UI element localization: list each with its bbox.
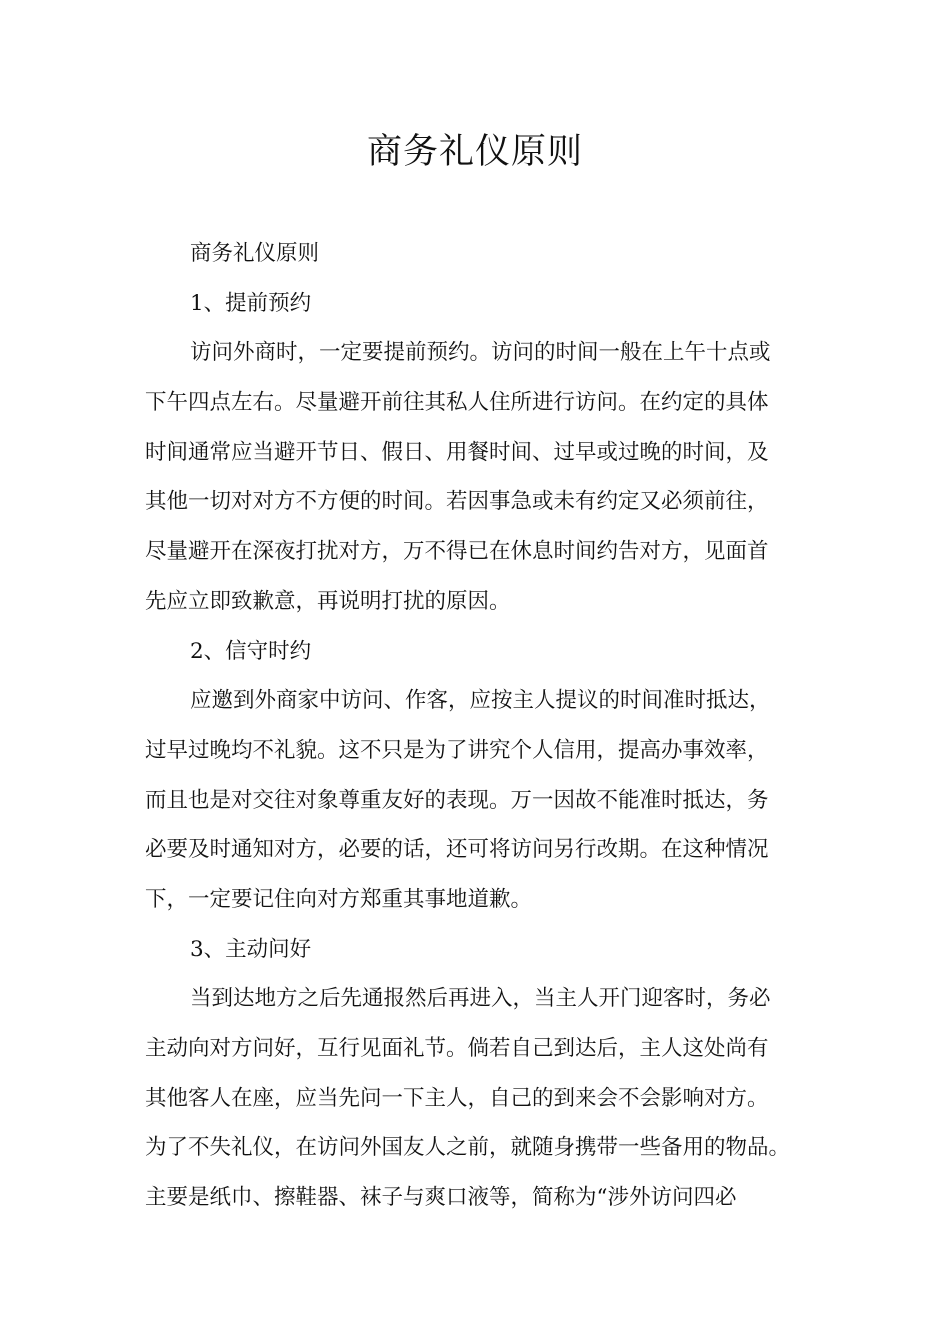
document-body — [145, 229, 815, 1223]
text-line: 应邀到外商家中访问、作客，应按主人提议的时间准时抵达， — [190, 688, 771, 714]
text-line: 先应立即致歉意，再说明打扰的原因。 — [145, 588, 511, 614]
text-line: 其他客人在座，应当先问一下主人，自己的到来会不会影响对方。 — [145, 1085, 769, 1111]
text-line: 3、主动问好 — [190, 936, 312, 962]
text-line: 时间通常应当避开节日、假日、用餐时间、过早或过晚的时间，及 — [145, 439, 769, 465]
text-line: 2、信守时约 — [190, 638, 312, 664]
text-line: 尽量避开在深夜打扰对方，万不得已在休息时间约告对方，见面首 — [145, 539, 769, 565]
text-line: 必要及时通知对方，必要的话，还可将访问另行改期。在这种情况 — [145, 837, 769, 863]
document-title: 商务礼仪原则 — [366, 132, 583, 172]
text-line: 其他一切对对方不方便的时间。若因事急或未有约定又必须前往， — [145, 489, 769, 515]
text-line: 下午四点左右。尽量避开前往其私人住所进行访问。在约定的具体 — [145, 390, 769, 416]
text-line: 主动向对方问好，互行见面礼节。倘若自己到达后，主人这处尚有 — [145, 1036, 769, 1061]
text-line: 1、提前预约 — [190, 290, 312, 316]
text-line: 主要是纸巾、擦鞋器、袜子与爽口液等，简称为“涉外访问四必 — [145, 1185, 737, 1211]
text-line: 当到达地方之后先通报然后再进入，当主人开门迎客时，务必 — [190, 986, 771, 1012]
text-line: 商务礼仪原则 — [190, 241, 320, 266]
text-line: 访问外商时，一定要提前预约。访问的时间一般在上午十点或 — [190, 340, 771, 366]
text-line: 过早过晚均不礼貌。这不只是为了讲究个人信用，提高办事效率， — [145, 737, 769, 763]
text-line: 而且也是对交往对象尊重友好的表现。万一因故不能准时抵达，务 — [145, 787, 769, 813]
text-line: 为了不失礼仪，在访问外国友人之前，就随身携带一些备用的物品。 — [145, 1135, 791, 1161]
text-line: 下，一定要记住向对方郑重其事地道歉。 — [145, 886, 533, 912]
